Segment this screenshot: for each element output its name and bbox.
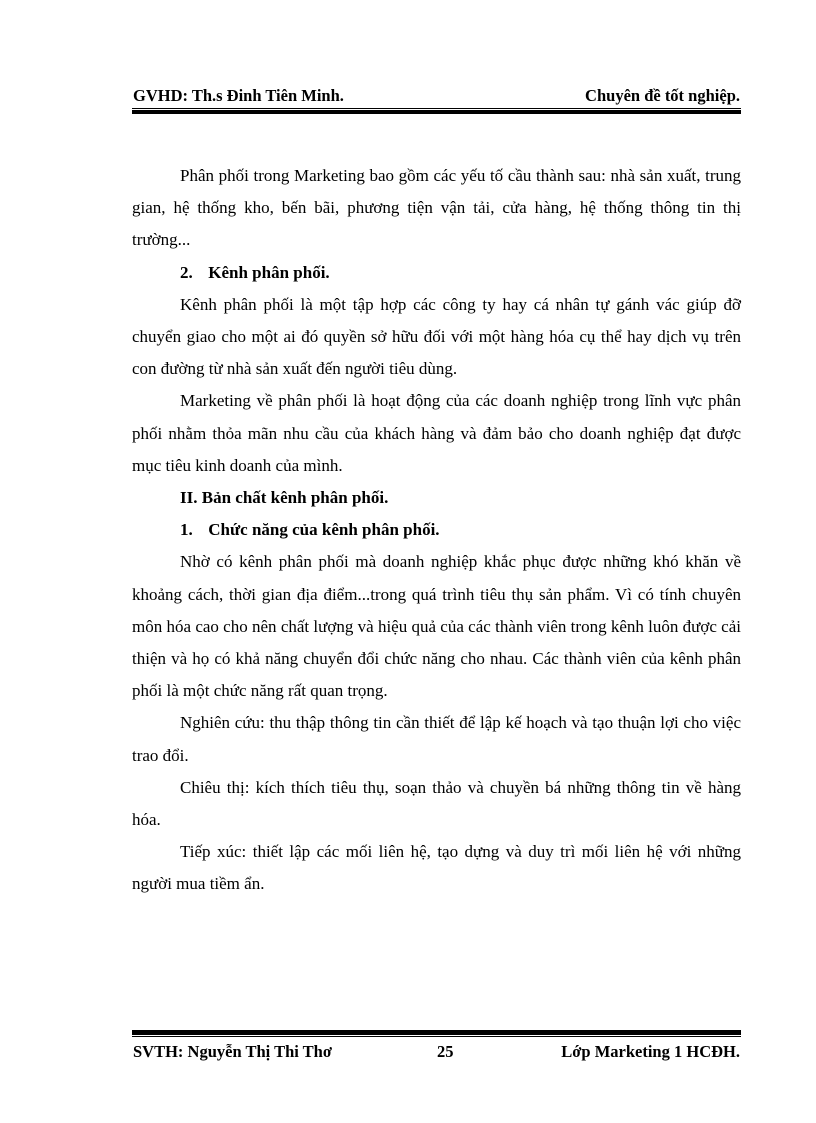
paragraph-research: Nghiên cứu: thu thập thông tin cần thiết để lập kế hoạch và tạo thuận lợi cho việc trao đổi. (132, 713, 741, 765)
heading-number: 1. (180, 520, 193, 540)
footer-class: Lớp Marketing 1 HCĐH. (561, 1042, 740, 1061)
header-divider-thin (132, 108, 741, 109)
heading-channel-functions (132, 514, 741, 546)
header-doc-type: Chuyên đề tốt nghiệp. (585, 86, 740, 105)
paragraph-contact: Tiếp xúc: thiết lập các mối liên hệ, tạo dựng và duy trì mối liên hệ với những người mua tiềm ẩn. (132, 842, 741, 894)
footer-divider-thin (132, 1036, 741, 1037)
heading-text: Chức năng của kênh phân phối. (208, 520, 440, 540)
heading-distribution-channel (132, 257, 741, 289)
paragraph-marketing-distribution: Marketing về phân phối là hoạt động của các doanh nghiệp trong lĩnh vực phân phối nhằm thỏa mãn nhu cầu của khách hàng và đảm bảo cho doanh nghiệp đạt được mục tiêu kinh doanh của mình. (132, 391, 741, 475)
header-divider-thick (132, 110, 741, 114)
page-header (133, 86, 740, 110)
paragraph-promotion: Chiêu thị: kích thích tiêu thụ, soạn thảo và chuyền bá những thông tin về hàng hóa. (132, 777, 741, 830)
page-footer (133, 1042, 740, 1066)
heading-number: 2. (180, 262, 193, 282)
footer-divider-thick (132, 1030, 741, 1035)
page-body (132, 160, 741, 901)
footer-student: SVTH: Nguyễn Thị Thi Thơ (133, 1042, 332, 1061)
heading-text: Kênh phân phối. (208, 262, 330, 282)
page-number: 25 (437, 1042, 454, 1061)
heading-channel-nature: II. Bản chất kênh phân phối. (180, 488, 389, 508)
header-advisor: GVHD: Th.s Đinh Tiên Minh. (133, 86, 344, 105)
paragraph-channel-benefits: Nhờ có kênh phân phối mà doanh nghiệp khắc phục được những khó khăn về khoảng cách, thời gian địa điểm...trong quá trình tiêu thụ sản phẩm. Vì có tính chuyên môn hóa cao cho nên chất lượng và hiệu quả của các thành viên trong kênh luôn được cải thiện và họ có khả năng chuyển đổi chức năng cho nhau. Các thành viên của kênh phân phối là một chức năng rất quan trọng. (132, 552, 741, 701)
paragraph-distribution-elements: Phân phối trong Marketing bao gồm các yếu tố cầu thành sau: nhà sản xuất, trung gian, hệ thống kho, bến bãi, phương tiện vận tải, cửa hàng, hệ thống thông tin thị trường... (132, 166, 741, 250)
paragraph-channel-definition: Kênh phân phối là một tập hợp các công ty hay cá nhân tự gánh vác giúp đỡ chuyển giao cho một ai đó quyền sở hữu đối với một hàng hóa cụ thể hay dịch vụ trên con đường từ nhà sản xuất đến người tiêu dùng. (132, 294, 741, 379)
